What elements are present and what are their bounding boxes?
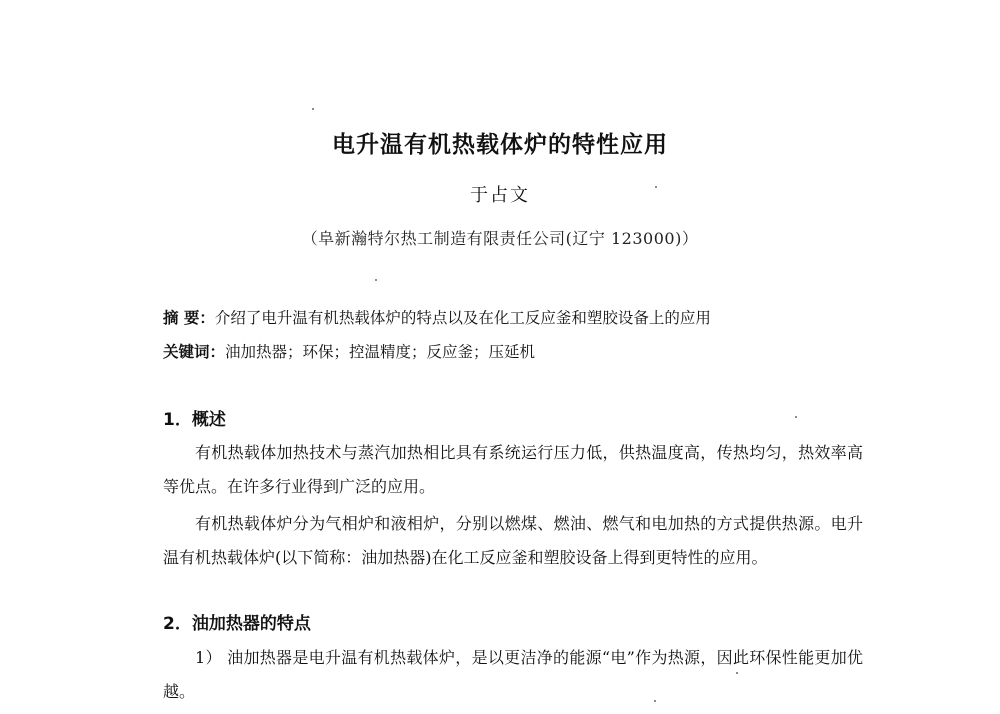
abstract-text: 介绍了电升温有机热载体炉的特点以及在化工反应釜和塑胶设备上的应用 bbox=[214, 309, 711, 327]
scan-speck bbox=[655, 186, 657, 188]
paragraph: 1） 油加热器是电升温有机热载体炉，是以更洁净的能源“电”作为热源，因此环保性能更加优越。 bbox=[163, 648, 863, 701]
section-heading-overview: 1．概述 bbox=[163, 410, 226, 430]
section-heading-features: 2．油加热器的特点 bbox=[163, 614, 311, 634]
scan-speck bbox=[654, 700, 656, 702]
author-name: 于占文 bbox=[470, 185, 530, 206]
paper-title: 电升温有机热载体炉的特性应用 bbox=[332, 132, 668, 158]
author-affiliation: （阜新瀚特尔热工制造有限责任公司(辽宁 123000)） bbox=[301, 229, 699, 248]
scan-speck bbox=[375, 279, 377, 281]
scan-speck bbox=[312, 108, 314, 110]
keywords bbox=[163, 340, 535, 362]
keywords-label: 关键词： bbox=[163, 343, 226, 361]
abstract-label: 摘 要： bbox=[163, 309, 215, 327]
keywords-text: 油加热器；环保；控温精度；反应釜；压延机 bbox=[225, 343, 536, 361]
scan-speck bbox=[795, 416, 797, 418]
paragraph: 有机热载体加热技术与蒸汽加热相比具有系统运行压力低，供热温度高，传热均匀，热效率高等优点。在许多行业得到广泛的应用。 bbox=[163, 443, 863, 496]
scan-speck bbox=[736, 672, 738, 674]
paragraph: 有机热载体炉分为气相炉和液相炉，分别以燃煤、燃油、燃气和电加热的方式提供热源。电升温有机热载体炉(以下简称：油加热器)在化工反应釜和塑胶设备上得到更特性的应用。 bbox=[163, 514, 863, 567]
abstract bbox=[163, 306, 711, 328]
